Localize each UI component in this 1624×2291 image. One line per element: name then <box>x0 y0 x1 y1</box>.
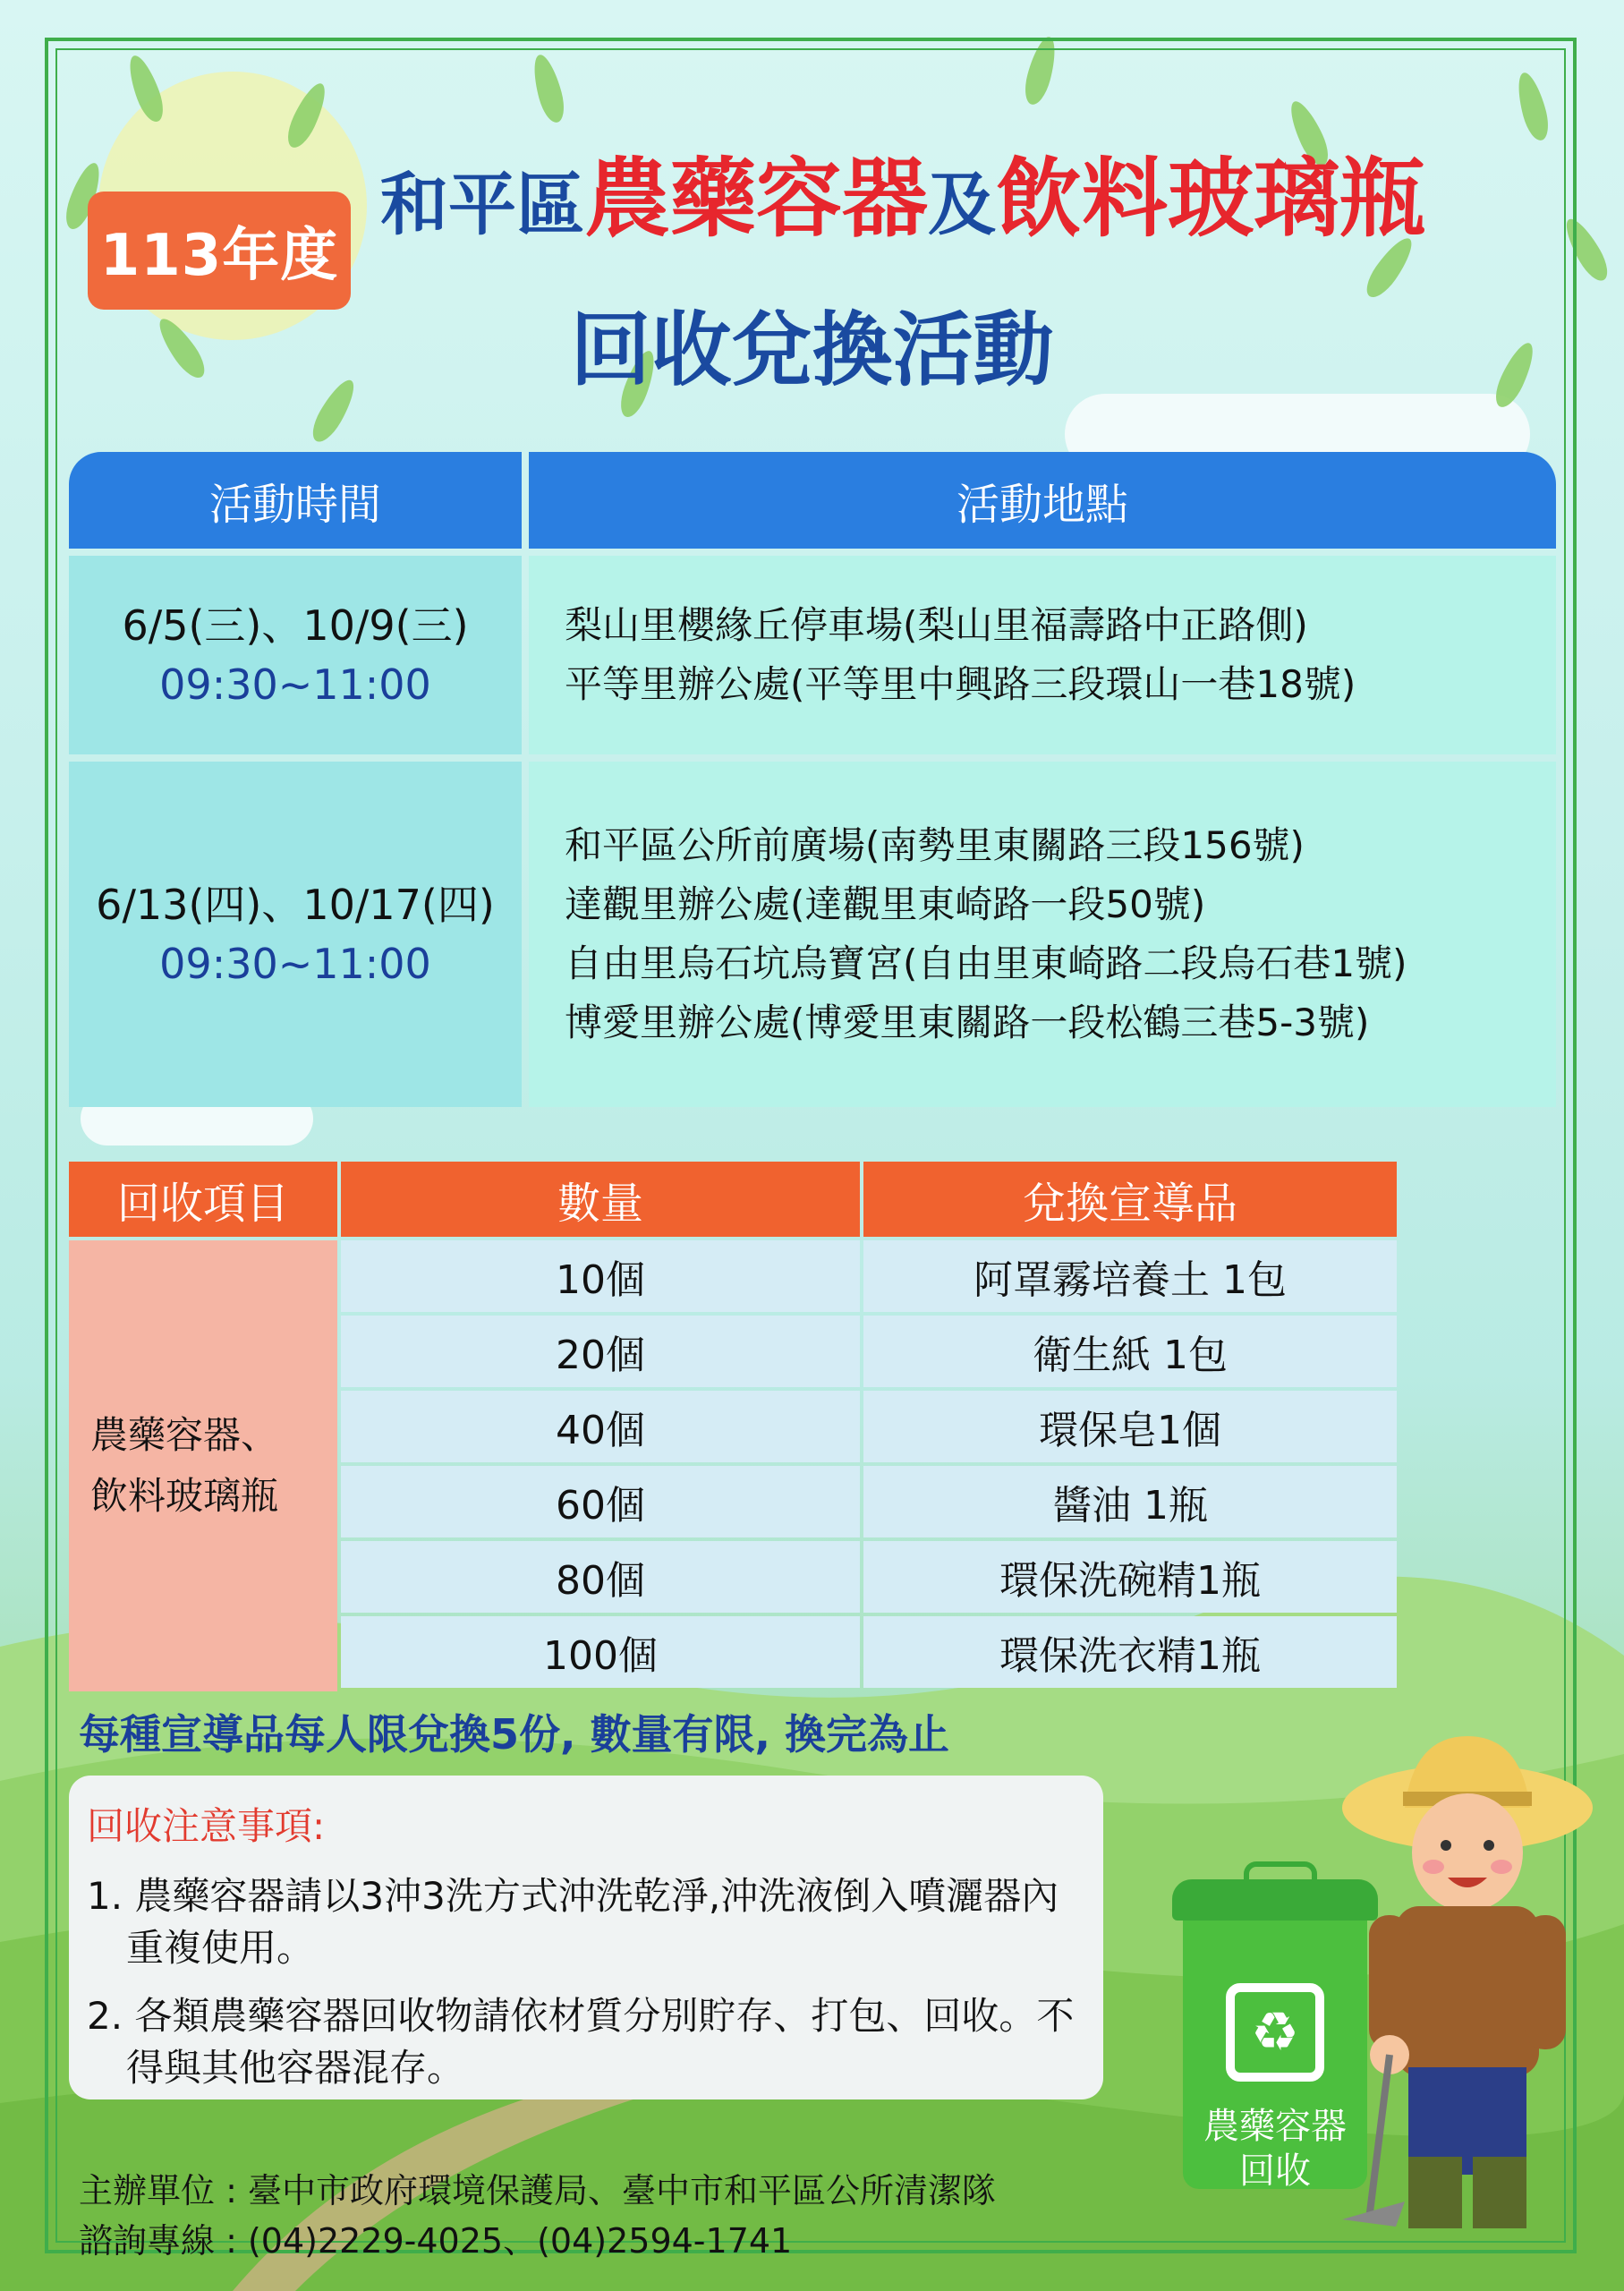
exchange-header <box>69 1162 1397 1237</box>
quantity-cell: 10個 <box>341 1240 860 1312</box>
table-row <box>341 1316 1397 1387</box>
table-row <box>341 1391 1397 1462</box>
header-quantity: 數量 <box>341 1162 860 1237</box>
quantity-cell: 40個 <box>341 1391 860 1462</box>
schedule-time: 09:30~11:00 <box>159 660 431 709</box>
header-gift: 兌換宣導品 <box>863 1162 1397 1237</box>
quantity-cell: 60個 <box>341 1466 860 1537</box>
schedule-time: 09:30~11:00 <box>159 940 431 988</box>
schedule-header <box>69 452 1556 549</box>
schedule-location-cell <box>529 762 1556 1107</box>
location-item: 達觀里辦公處(達觀里東崎路一段50號) <box>565 882 1206 926</box>
location-item: 自由里烏石坑烏寶宮(自由里東崎路二段烏石巷1號) <box>565 941 1407 985</box>
header-place: 活動地點 <box>529 452 1556 549</box>
table-row <box>341 1466 1397 1537</box>
title-glass-bottle: 飲料玻璃瓶 <box>996 149 1425 249</box>
page-subtitle: 回收兌換活動 <box>570 303 1054 397</box>
schedule-date-cell <box>69 556 522 754</box>
page-title <box>380 145 1425 259</box>
gift-cell: 環保洗衣精1瓶 <box>863 1616 1397 1688</box>
quantity-cell: 100個 <box>341 1616 860 1688</box>
limit-notice: 每種宣導品每人限兌換5份, 數量有限, 換完為止 <box>79 1710 949 1759</box>
schedule-date: 6/5(三)、10/9(三) <box>122 601 469 650</box>
exchange-table <box>69 1162 1397 1691</box>
title-and: 及 <box>928 165 996 244</box>
location-item: 平等里辦公處(平等里中興路三段環山一巷18號) <box>565 662 1356 706</box>
header-time: 活動時間 <box>69 452 522 549</box>
title-district: 和平區 <box>380 165 584 244</box>
bin-label: 回收 <box>1239 2150 1311 2192</box>
title-pesticide: 農藥容器 <box>584 149 928 249</box>
note-item: 2. 各類農藥容器回收物請依材質分別貯存、打包、回收。不得與其他容器混存。 <box>87 1994 1075 2090</box>
schedule-row <box>69 556 1556 754</box>
schedule-date: 6/13(四)、10/17(四) <box>96 881 495 929</box>
notes-title: 回收注意事項: <box>87 1804 326 1848</box>
bin-label: 農藥容器 <box>1203 2106 1347 2147</box>
gift-cell: 阿罩霧培養土 1包 <box>863 1240 1397 1312</box>
table-row <box>341 1541 1397 1613</box>
schedule-date-cell <box>69 762 522 1107</box>
location-item: 梨山里櫻緣丘停車場(梨山里福壽路中正路側) <box>565 603 1308 647</box>
gift-cell: 衛生紙 1包 <box>863 1316 1397 1387</box>
schedule-row <box>69 762 1556 1107</box>
schedule-table <box>69 452 1556 1107</box>
recycle-item-line: 農藥容器、 <box>90 1413 279 1457</box>
location-item: 和平區公所前廣場(南勢里東關路三段156號) <box>565 823 1305 867</box>
exchange-body <box>69 1240 1397 1691</box>
header-item: 回收項目 <box>69 1162 337 1237</box>
footer <box>79 2166 996 2266</box>
recycle-item-line: 飲料玻璃瓶 <box>90 1474 279 1518</box>
farmer-illustration <box>1333 1736 1602 2237</box>
hotline-text: 諮詢專線 : (04)2229-4025、(04)2594-1741 <box>79 2221 793 2261</box>
table-row <box>341 1240 1397 1312</box>
quantity-cell: 80個 <box>341 1541 860 1613</box>
notes-box <box>69 1776 1103 2099</box>
quantity-cell: 20個 <box>341 1316 860 1387</box>
year-badge: 113年度 <box>88 192 351 310</box>
organizer-text: 主辦單位 : 臺中市政府環境保護局、臺中市和平區公所清潔隊 <box>79 2171 996 2210</box>
table-row <box>341 1616 1397 1688</box>
note-item: 1. 農藥容器請以3沖3洗方式沖洗乾淨,沖洗液倒入噴灑器內重複使用。 <box>87 1874 1059 1970</box>
recycle-item-cell <box>69 1240 337 1691</box>
schedule-location-cell <box>529 556 1556 754</box>
location-item: 博愛里辦公處(博愛里東關路一段松鶴三巷5-3號) <box>565 1001 1370 1044</box>
gift-cell: 環保洗碗精1瓶 <box>863 1541 1397 1613</box>
recycle-icon: ♻ <box>1226 1983 1324 2082</box>
gift-cell: 醬油 1瓶 <box>863 1466 1397 1537</box>
gift-cell: 環保皂1個 <box>863 1391 1397 1462</box>
